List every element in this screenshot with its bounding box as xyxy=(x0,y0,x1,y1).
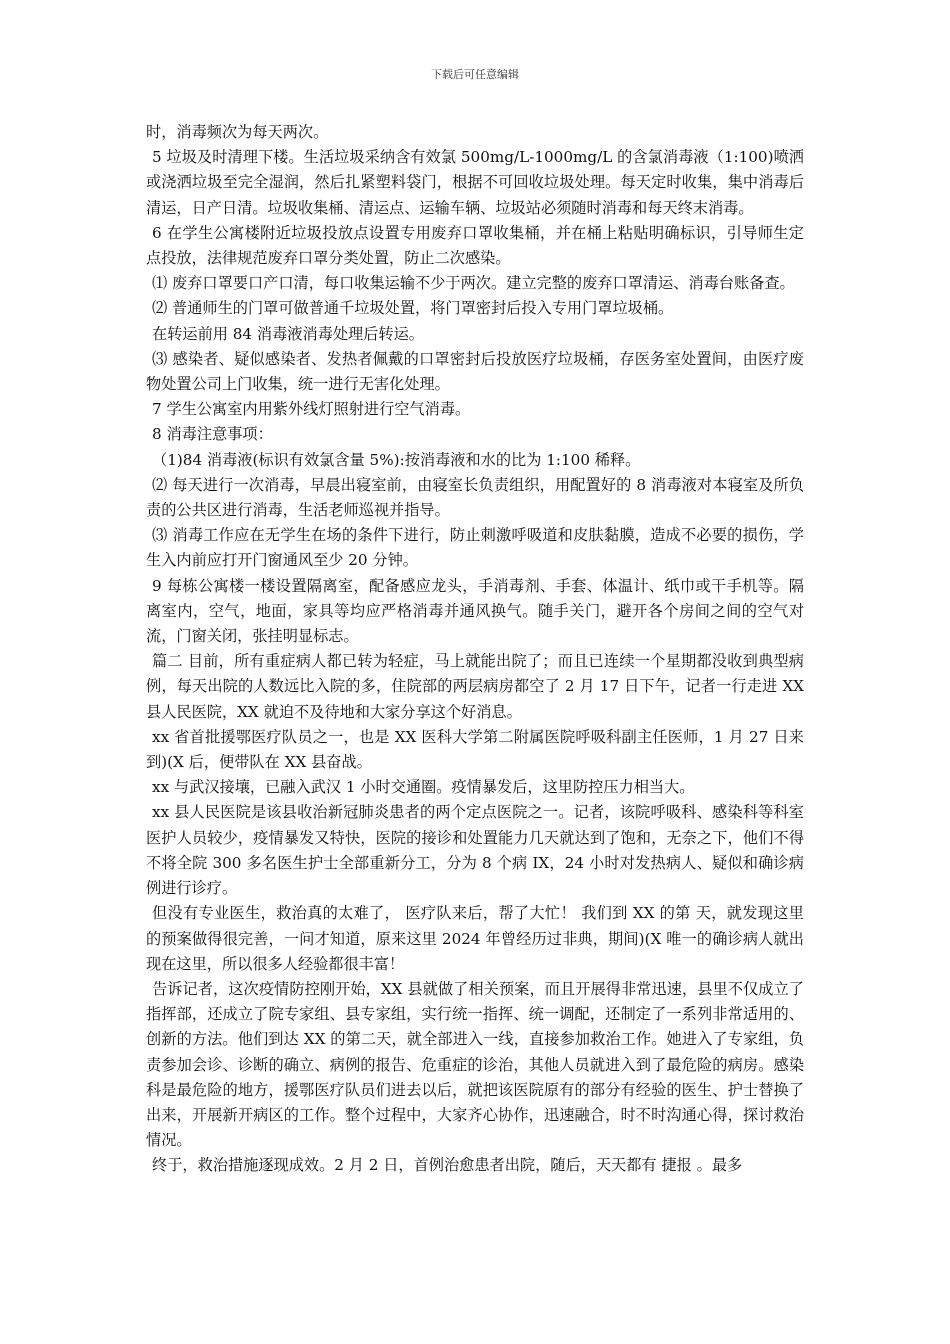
paragraph: 但没有专业医生，救治真的太难了， 医疗队来后，帮了大忙！ 我们到 XX 的第 天，就发现这里的预案做得很完善，一问才知道，原来这里 2024 年曾经历过非典，期间)(X 唯一的确诊病人就出现在这里，所以很多人经验都很丰富！ xyxy=(146,904,804,973)
paragraph: 时，消毒频次为每天两次。 xyxy=(146,123,329,141)
paragraph: ⑵ 每天进行一次消毒，早晨出寝室前，由寝室长负责组织，用配置好的 8 消毒液对本寝室及所负责的公共区进行消毒，生活老师巡视并指导。 xyxy=(146,475,804,520)
paragraph: ⑵ 普通师生的门罩可做普通千垃圾处置，将门罩密封后投入专用门罩垃圾桶。 xyxy=(152,299,674,318)
paragraph: 9 每栋公寓楼一楼设置隔离室，配备感应龙头，手消毒剂、手套、体温计、纸巾或干手机等。隔离室内，空气，地面，家具等均应严格消毒并通风换气。随手关门，避开各个房间之间的空气对流，门窗关闭，张挂明显标志。 xyxy=(146,576,804,646)
paragraph: 终于，救治措施逐现成效。2 月 2 日，首例治愈患者出院，随后，天天都有 捷报 。最多 xyxy=(152,1156,743,1175)
paragraph: 告诉记者，这次疫情防控刚开始，XX 县就做了相关预案，而且开展得非常迅速，县里不仅成立了指挥部，还成立了院专家组、县专家组，实行统一指挥、统一调配，还制定了一系列非常适用的、创新的方法。他们到达 XX 的第二天，就全部进入一线，直接参加救治工作。她进入了专家组，负责参加会诊、诊断的确立、病例的报告、危重症的诊治，其他人员就进入到了最危险的病房。感染科是最危险的地方，援鄂医疗队员们进去以后，就把该医院原有的部分有经验的医生、护士替换了出来，开展新开病区的工作。整个过程中，大家齐心协作，迅速融合，时不时沟通心得，探讨救治情况。 xyxy=(146,979,804,1150)
paragraph: 5 垃圾及时清理下楼。生活垃圾采纳含有效氯 500mg/L-1000mg/L 的含氯消毒液（1:100)喷洒或浇洒垃圾至完全湿润，然后扎紧塑料袋门，根据不可回收垃圾处理。每天定时收集，集中消毒后清运，日产日清。垃圾收集桶、清运点、运输车辆、垃圾站必须随时消毒和每天终末消毒。 xyxy=(146,148,804,217)
paragraph: ⑶ 感染者、疑似感染者、发热者佩戴的口罩密封后投放医疗垃圾桶，存医务室处置间，由医疗废物处置公司上门收集，统一进行无害化处理。 xyxy=(146,349,804,394)
paragraph: （1)84 消毒液(标识有效氯含量 5%):按消毒液和水的比为 1:100 稀释。 xyxy=(152,450,641,469)
paragraph: ⑶ 消毒工作应在无学生在场的条件下进行，防止刺激呼吸道和皮肤黏膜，造成不必要的损伤，学生入内前应打开门窗通风至少 20 分钟。 xyxy=(146,526,804,570)
paragraph: xx 省首批援鄂医疗队员之一，也是 XX 医科大学第二附属医院呼吸科副主任医师，1 月 27 日来到)(X 后，便带队在 XX 县奋战。 xyxy=(146,727,804,772)
paragraph: 6 在学生公寓楼附近垃圾投放点设置专用废弃口罩收集桶，并在桶上粘贴明确标识，引导师生定点投放，法律规范废弃口罩分类处置，防止二次感染。 xyxy=(146,223,804,268)
paragraph: 7 学生公寓室内用紫外线灯照射进行空气消毒。 xyxy=(152,400,471,419)
paragraph: 8 消毒注意事项： xyxy=(152,425,273,444)
page-header: 下载后可任意编辑 xyxy=(431,68,519,81)
paragraph: xx 县人民医院是该县收治新冠肺炎患者的两个定点医院之一。记者，该院呼吸科、感染科等科室医护人员较少，疫情暴发又特快，医院的接诊和处置能力几天就达到了饱和，无奈之下，他们不得不将全院 300 多名医生护士全部重新分工，分为 8 个病 IX，24 小时对发热病人、疑似和确诊病例进行诊疗。 xyxy=(146,803,804,898)
paragraph: 篇二 目前，所有重症病人都已转为轻症，马上就能出院了；而且已连续一个星期都没收到典型病例，每天出院的人数远比入院的多，住院部的两层病房都空了 2 月 17 日下午，记者一行走进 XX 县人民医院，XX 就迫不及待地和大家分享这个好消息。 xyxy=(146,652,804,721)
document-body xyxy=(146,120,804,1179)
paragraph: 在转运前用 84 消毒液消毒处理后转运。 xyxy=(152,324,424,343)
paragraph: xx 与武汉接壤，已融入武汉 1 小时交通圈。疫情暴发后，这里防控压力相当大。 xyxy=(152,778,695,797)
paragraph: ⑴ 废弃口罩要口产口清，每口收集运输不少于两次。建立完整的废弃口罩清运、消毒台账备查。 xyxy=(152,274,795,293)
